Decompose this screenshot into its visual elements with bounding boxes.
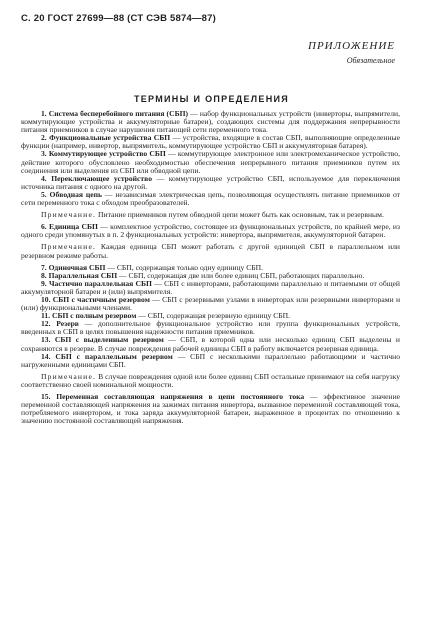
definition-paragraph: 13. СБП с выделенным резервом — СБП, в которой одна или несколько единиц СБП выделены и сохраняются в резерве. В случае повреждения рабочей единицы СБП в работу включается резервная единица.: [21, 335, 400, 353]
definition-paragraph: 7. Одиночная СБП — СБП, содержащая только одну единицу СБП.: [41, 262, 264, 272]
definition-paragraph: 3. Коммутирующее устройство СБП — коммутирующее электронное или электромеханическое устройство, действие которого обусловлено необходимостью обеспечения непрерывного питания приемников путем их соединения или выделения из СБП или обводной цепи.: [21, 149, 400, 175]
definition-paragraph: 1. Система бесперебойного питания (СБП) — набор функциональных устройств (инверторы, выпрямители, коммутирующие устройства и аккумуляторные батареи), создающих системы для поддержания непрерывности питания приемников в случае нарушения питающей сети переменного тока.: [21, 109, 400, 135]
appendix-title: ПРИЛОЖЕНИЕ: [308, 40, 395, 52]
section-title: ТЕРМИНЫ И ОПРЕДЕЛЕНИЯ: [133, 94, 290, 104]
page-header: С. 20 ГОСТ 27699—88 (СТ СЭВ 5874—87): [21, 13, 216, 24]
definition-paragraph: 15. Переменная составляющая напряжения в цепи постоянного тока — эффективное значение переменной составляющей напряжения на зажимах питания инвертора, вызванное переменной составляющей тока, потребляемого инвертором, и тока заряда аккумуляторной батареи, выраженное в процентах по отношению к значению постоянной составляющей напряжения.: [21, 392, 401, 426]
definition-paragraph: 9. Частично параллельная СБП — СБП с инверторами, работающими параллельно и питаемыми от общей аккумуляторной батареи и (или) выпрямителя.: [21, 278, 400, 296]
definition-paragraph: 5. Обводная цепь — независимая электрическая цепь, позволяющая осуществлять питание приемников от сети переменного тока с обходом преобразователей.: [21, 189, 400, 208]
definition-paragraph: 12. Резерв — дополнительное функциональное устройство или группа функциональных устройств, введенных в СБП в целях повышения надежности питания приемников.: [21, 319, 401, 337]
appendix-subtitle: Обязательное: [346, 56, 395, 65]
note-paragraph: Примечание. Каждая единица СБП может работать с другой единицей СБП в параллельном или резервном режиме работы.: [21, 242, 400, 260]
definition-paragraph: 11. СБП с полным резервом — СБП, содержащая резервную единицу СБП.: [41, 311, 291, 321]
note-paragraph: Примечание. Питание приемников путем обводной цепи может быть как основным, так и резервным.: [41, 210, 384, 220]
terms-body: [21, 110, 400, 425]
note-paragraph: Примечание. В случае повреждения одной или более единиц СБП остальные принимают на себя нагрузку соответственно своей номинальной мощности.: [21, 371, 400, 389]
definition-paragraph: 14. СБП с параллельным резервом — СБП с несколькими параллельно работающими и частично нагруженными единицами СБП.: [21, 351, 401, 369]
definition-paragraph: 10. СБП с частичным резервом — СБП с резервными узлами в инверторах или резервными инверторами и (или) функциональными членами.: [21, 294, 401, 313]
definition-paragraph: 4. Переключающее устройство — коммутирующее устройство СБП, используемое для переключения источника питания с одного на другой.: [21, 173, 400, 191]
definition-paragraph: 2. Функциональные устройства СБП — устройства, входящие в состав СБП, выполняющие определенные функции (например, инвертор, выпрямитель, коммутирующее устройство СБП и аккумуляторная батарея).: [21, 133, 400, 151]
definition-paragraph: 8. Параллельная СБП — СБП, содержащая две или более единиц СБП, работающих параллельно.: [41, 270, 365, 280]
definition-paragraph: 6. Единица СБП — комплектное устройство, состоящее из функциональных устройств, по крайней мере, из одного среди упомянутых в п. 2 функциональных устройств: инвертора, выпрямителя, аккумуляторной батареи.: [21, 222, 400, 240]
